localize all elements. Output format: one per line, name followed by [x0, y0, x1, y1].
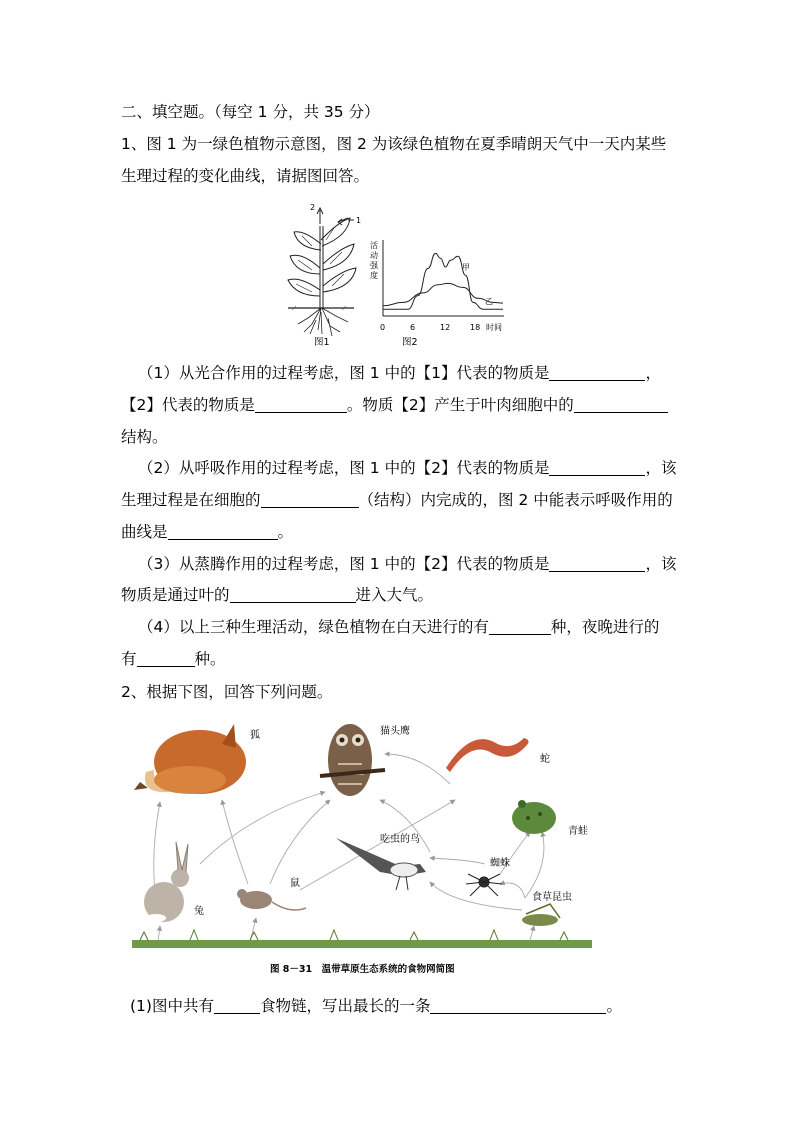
q1-part2-text-a: （2）从呼吸作用的过程考虑，图 1 中的【2】代表的物质是	[138, 459, 550, 477]
label-owl: 猫头鹰	[380, 726, 410, 737]
figure1-label-1: 1	[356, 216, 362, 225]
q1-part3-blank-1[interactable]	[549, 555, 645, 572]
figure2-curve-label-jia: 甲	[462, 263, 470, 272]
q1-part2-text-f: 。	[277, 523, 294, 541]
figure2-ylabel-char-2: 强	[370, 261, 378, 270]
q1-part1-text-e: 结构。	[121, 428, 168, 446]
rabbit-illustration	[144, 842, 189, 922]
q2-part1-line	[130, 996, 690, 1016]
q2-part1-text-a: (1)图中共有	[130, 997, 214, 1015]
label-mouse: 鼠	[290, 878, 300, 889]
q1-part2-line1	[138, 458, 698, 478]
q1-part1-blank-3[interactable]	[574, 396, 668, 413]
q1-intro-line1: 1、图 1 为一绿色植物示意图，图 2 为该绿色植物在夏季晴朗天气中一天内某些	[121, 135, 667, 153]
label-frog: 青蛙	[568, 826, 588, 837]
food-web-caption: 图 8－31 温带草原生态系统的食物网简图	[270, 964, 455, 975]
label-spider: 蜘蛛	[490, 858, 510, 869]
label-rabbit: 兔	[194, 906, 204, 917]
q1-part1-text-a: （1）从光合作用的过程考虑，图 1 中的【1】代表的物质是	[138, 364, 550, 382]
q1-part3-line1	[138, 554, 698, 574]
figure1-label-2: 2	[310, 203, 316, 212]
q1-part3-text-c: 物质是通过叶的	[121, 586, 230, 604]
q2-part1-blank-2[interactable]	[430, 997, 606, 1014]
mouse-illustration	[237, 889, 306, 910]
q1-part3-text-b: ，该	[645, 555, 677, 573]
q1-part2-blank-3[interactable]	[168, 523, 278, 540]
q2-part1-blank-1[interactable]	[214, 997, 260, 1014]
q1-part4-text-a: （4）以上三种生理活动，绿色植物在白天进行的有	[138, 618, 489, 636]
q1-part2-blank-2[interactable]	[261, 491, 359, 508]
q1-part4-blank-2[interactable]	[137, 650, 195, 667]
spider-illustration	[466, 874, 502, 896]
q1-part1-text-d: 。物质【2】产生于叶肉细胞中的	[346, 396, 574, 414]
q1-part1-line2	[121, 395, 681, 415]
label-fox: 狐	[250, 730, 260, 741]
figure1-caption: 图1	[314, 337, 330, 348]
q1-part4-text-d: 种。	[194, 650, 226, 668]
label-snake: 蛇	[540, 754, 550, 765]
figure2-xlabel: 时间	[486, 323, 502, 332]
q1-part3-line2	[121, 585, 681, 605]
q1-part3-text-d: 进入大气。	[355, 586, 434, 604]
figure2-x-tick-3: 18	[470, 323, 481, 332]
food-web-figure	[130, 714, 600, 980]
q1-part1-blank-2[interactable]	[255, 396, 347, 413]
q1-part2-text-c: 生理过程是在细胞的	[121, 491, 261, 509]
figure2-x-tick-0: 0	[380, 323, 386, 332]
q1-part1-text-b: ，	[645, 364, 661, 382]
frog-illustration	[512, 800, 556, 834]
q1-part2-line2	[121, 490, 681, 510]
bird-illustration	[336, 838, 426, 890]
section-heading: 二、填空题。（每空 1 分，共 35 分）	[121, 103, 380, 121]
q1-part1-line1	[138, 363, 698, 383]
q2-part1-text-c: 。	[606, 997, 622, 1015]
q2-intro: 2、根据下图，回答下列问题。	[121, 683, 333, 701]
q1-part2-line3	[121, 522, 681, 542]
figure2-curve-label-yi: 乙	[485, 297, 493, 306]
snake-illustration	[446, 738, 529, 772]
figure2-x-tick-2: 12	[440, 323, 451, 332]
q1-intro-line2: 生理过程的变化曲线，请据图回答。	[121, 167, 370, 185]
q1-part2-blank-1[interactable]	[549, 459, 645, 476]
q1-part4-line2	[121, 649, 681, 669]
figure2-ylabel-char-1: 动	[370, 251, 378, 260]
owl-illustration	[320, 724, 385, 796]
q1-part2-text-e: 曲线是	[121, 523, 168, 541]
q1-part3-blank-2[interactable]	[230, 586, 356, 603]
q2-part1-text-b: 食物链，写出最长的一条	[259, 997, 431, 1015]
fox-illustration	[134, 724, 246, 794]
q1-part1-text-c: 【2】代表的物质是	[121, 396, 255, 414]
q1-part4-text-c: 有	[121, 650, 137, 668]
insect-illustration	[522, 904, 560, 926]
label-insect: 食草昆虫	[532, 892, 572, 903]
figure2-ylabel-char-0: 活	[370, 241, 378, 250]
q1-part3-text-a: （3）从蒸腾作用的过程考虑，图 1 中的【2】代表的物质是	[138, 555, 550, 573]
figure2-x-tick-1: 6	[410, 323, 416, 332]
q1-part4-blank-1[interactable]	[489, 618, 551, 635]
q1-part2-text-d: （结构）内完成的，图 2 中能表示呼吸作用的	[358, 491, 673, 509]
label-bird: 吃虫的鸟	[380, 834, 420, 845]
figure2-chart	[370, 240, 504, 348]
q1-part4-line1	[138, 617, 698, 637]
figure2-caption: 图2	[402, 337, 418, 348]
grass-strip	[132, 930, 592, 948]
q1-part1-blank-1[interactable]	[549, 364, 645, 381]
q1-part2-text-b: ，该	[645, 459, 677, 477]
q1-part4-text-b: 种，夜晚进行的	[550, 618, 660, 636]
figure1-plant	[282, 200, 512, 348]
figure2-ylabel-char-3: 度	[370, 271, 378, 280]
